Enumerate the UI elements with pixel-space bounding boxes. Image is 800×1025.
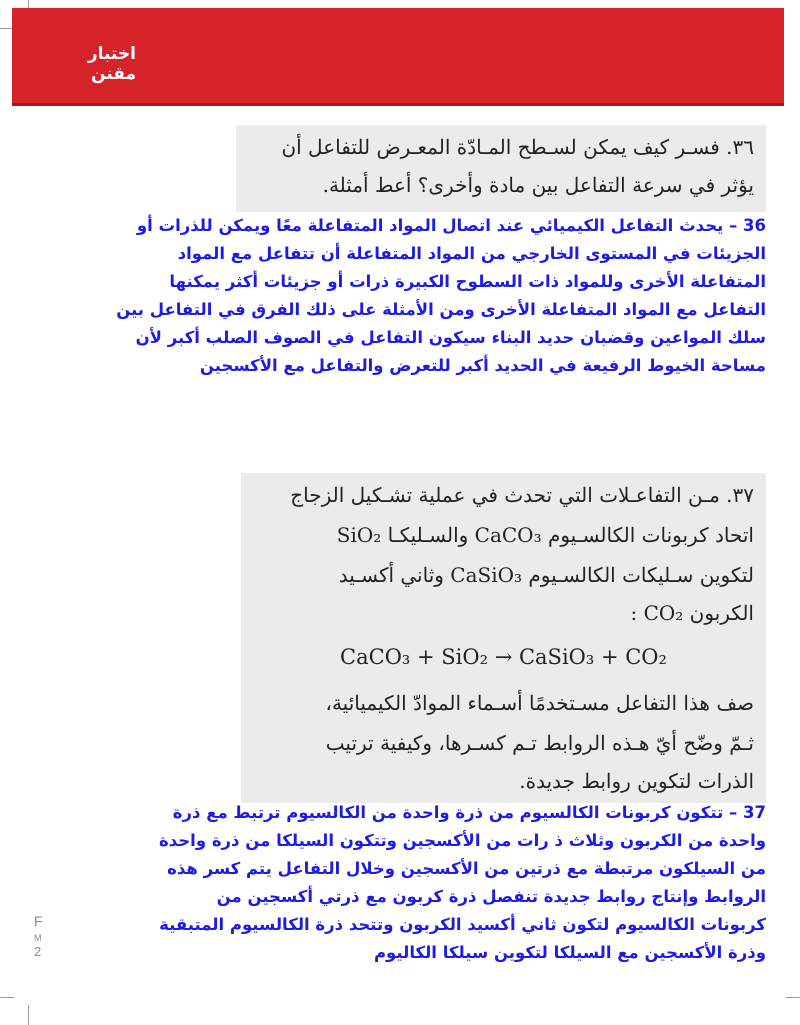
answer-37-line: الروابط وإنتاج روابط جديدة تنفصل ذرة كربون مع ذرتي أكسجين من <box>216 887 766 906</box>
margin-letter: M <box>34 933 42 943</box>
section-label-line1: اختبار <box>87 44 136 64</box>
question-36-line: يؤثر في سرعة التفاعل بين مادة وأخرى؟ أعط أمثلة. <box>322 173 754 197</box>
margin-letter: F <box>34 913 43 929</box>
answer-36-line: الجزيئات في المستوى الخارجي من المواد المتفاعلة أن تتفاعل مع المواد <box>177 244 766 263</box>
answer-36-line: التفاعل مع المواد المتفاعلة الأخرى ومن الأمثلة على ذلك الفرق في التفاعل بين <box>116 300 766 319</box>
question-37-line: ثـمّ وضّح أيّ هـذه الروابط تـم كسـرها، وكيفية ترتيب <box>325 731 754 755</box>
question-36-line: ٣٦. فسـر كيف يمكن لسـطح المـادّة المعـرض للتفاعل أن <box>281 135 754 159</box>
answer-36-line: مساحة الخيوط الرفيعة في الحديد أكبر للتعرض والتفاعل مع الأكسجين <box>199 356 766 375</box>
answer-36 <box>116 216 766 391</box>
question-37-line: ٣٧. مـن التفاعـلات التي تحدث في عملية تشـكيل الزجاج <box>290 483 754 507</box>
crop-mark <box>28 1005 29 1025</box>
answer-37-line: 37 – تتكون كربونات الكالسيوم من ذرة واحدة من الكالسيوم ترتبط مع ذرة <box>172 803 766 822</box>
section-label-line2: مقنن <box>91 64 136 84</box>
answer-36-line: سلك المواعين وقضبان حديد البناء سيكون التفاعل في الصوف الصلب أكبر لأن <box>135 328 766 347</box>
answer-37-line: كربونات الكالسيوم لتكون ثاني أكسيد الكربون وتتحد ذرة الكالسيوم المتبقية <box>159 915 766 934</box>
question-37-line: اتحاد كربونات الكالسـيوم CaCO₃ والسـليكـا SiO₂ <box>336 523 754 547</box>
answer-37-line: من السيلكون مرتبطة مع ذرتين من الأكسجين وخلال التفاعل يتم كسر هذه <box>167 859 766 878</box>
answer-37 <box>120 803 766 983</box>
answer-37-line: وذرة الأكسجين مع السيلكا لتكوين سيلكا الكاليوم <box>373 943 766 962</box>
crop-mark <box>0 997 14 998</box>
question-37-box <box>241 473 766 803</box>
question-36-box <box>236 125 766 212</box>
margin-page-number: 2 <box>34 944 42 959</box>
question-37-line: لتكوين سـليكات الكالسـيوم CaSiO₃ وثاني أكسـيد <box>338 563 754 587</box>
question-37-line: الذرات لتكوين روابط جديدة. <box>519 769 754 793</box>
question-37-line: الكربون CO₂ : <box>630 601 754 625</box>
answer-36-line: 36 – يحدث التفاعل الكيميائي عند اتصال المواد المتفاعلة معًا ويمكن للذرات أو <box>136 216 766 235</box>
crop-mark <box>786 997 800 998</box>
answer-36-line: المتفاعلة الأخرى وللمواد ذات السطوح الكبيرة ذرات أو جزيئات أكثر يمكنها <box>169 272 766 291</box>
question-37-line: صف هذا التفاعل مسـتخدمًا أسـماء الموادّ الكيميائية، <box>325 691 754 715</box>
answer-37-line: واحدة من الكربون وثلاث ذ رات من الأكسجين وتتكون السيلكا من ذرة واحدة <box>159 831 766 850</box>
chemical-equation: CaCO₃ + SiO₂ → CaSiO₃ + CO₂ <box>340 645 667 669</box>
section-label <box>88 44 136 84</box>
